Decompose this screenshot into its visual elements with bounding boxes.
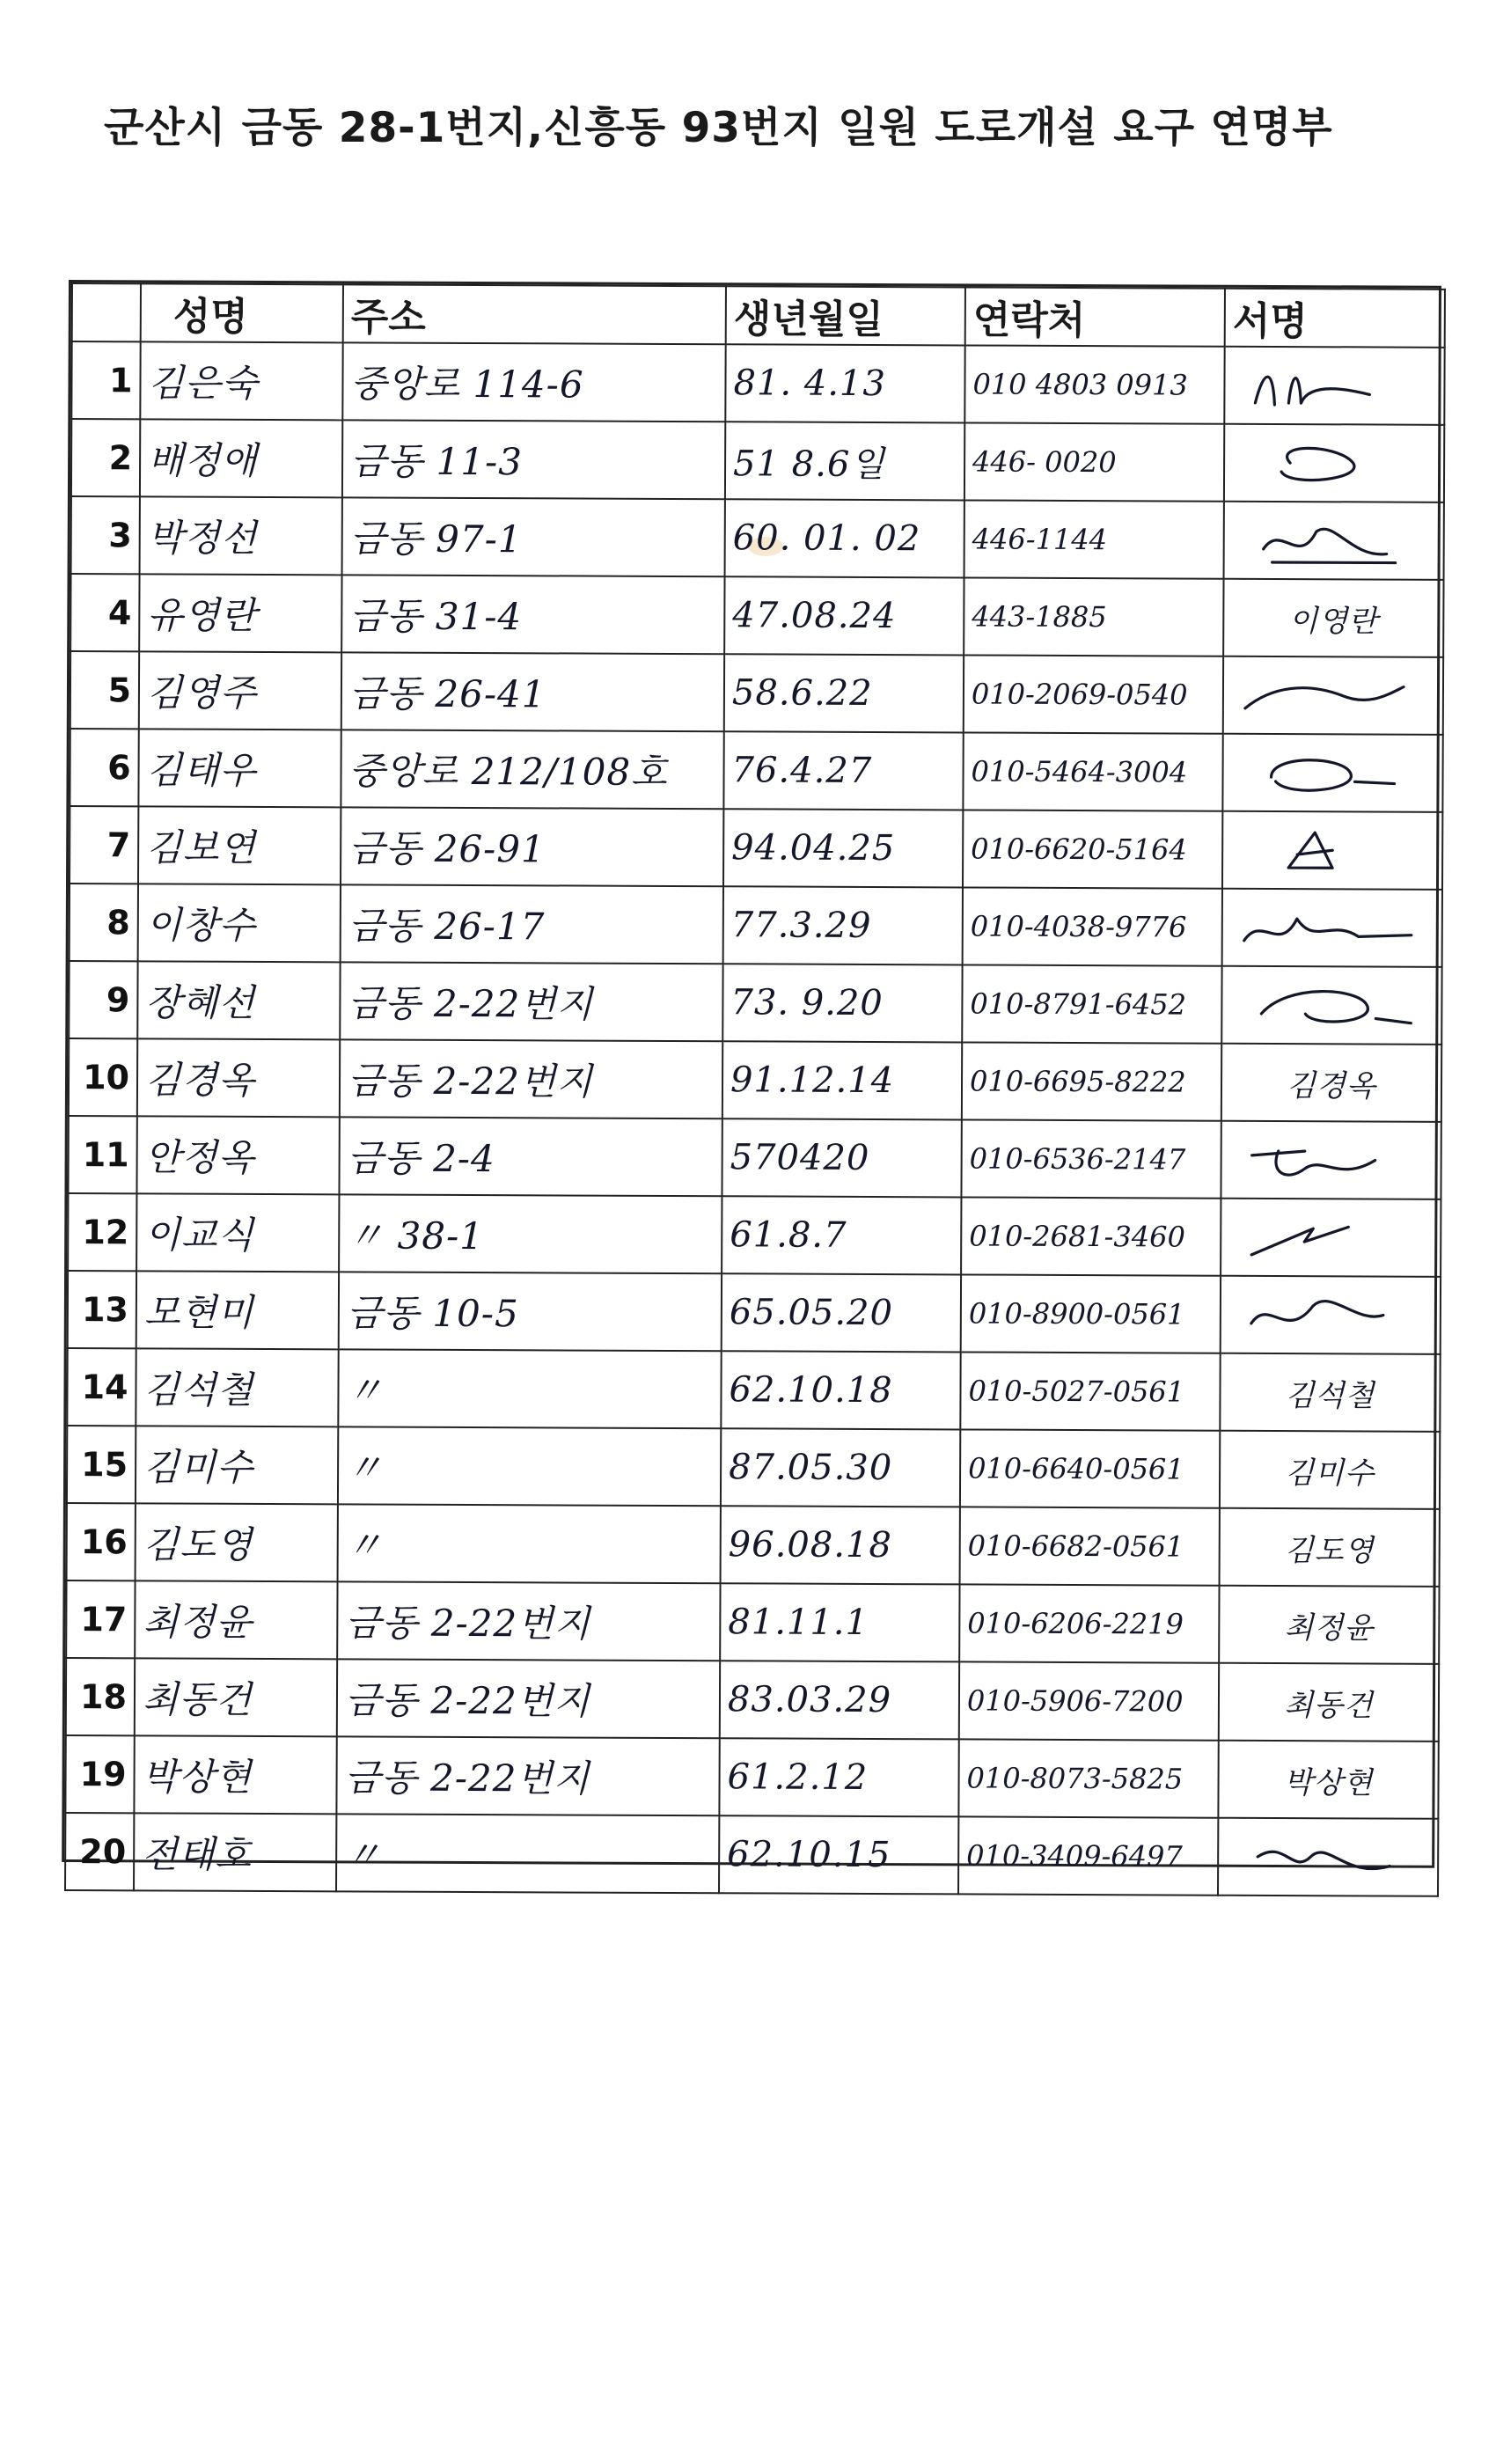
table-row [69, 961, 1441, 1045]
signer-birthdate: 62.10.15 [719, 1815, 958, 1894]
signer-phone: 010-6682-0561 [960, 1507, 1220, 1585]
signer-birthdate: 91.12.14 [722, 1041, 962, 1119]
signer-name: 최동건 [135, 1658, 337, 1736]
table-row [70, 651, 1443, 735]
table-row [68, 1271, 1441, 1354]
signer-address: 〃 [338, 1504, 721, 1583]
signer-phone: 010-6536-2147 [961, 1119, 1221, 1198]
handwritten-signature [1230, 746, 1434, 800]
signer-phone: 010-8791-6452 [962, 964, 1221, 1043]
signer-birthdate: 73. 9.20 [722, 964, 962, 1042]
signer-address: 금동 2-22번지 [337, 1659, 720, 1738]
signer-phone: 010-5027-0561 [960, 1352, 1220, 1430]
signer-signature [1224, 424, 1444, 502]
signer-signature: 최동건 [1219, 1663, 1439, 1742]
signer-phone: 010-5906-7200 [959, 1661, 1219, 1740]
table-row [71, 341, 1444, 425]
table-row [70, 729, 1442, 812]
signer-signature [1222, 811, 1442, 890]
signer-address: 금동 26-41 [341, 652, 724, 731]
handwritten-signature [1231, 669, 1435, 722]
row-number: 6 [70, 729, 138, 806]
table-row [69, 1038, 1441, 1122]
signer-name: 김영주 [139, 651, 341, 730]
signer-birthdate: 96.08.18 [721, 1506, 960, 1584]
header-contact: 연락처 [965, 287, 1225, 346]
signer-birthdate: 83.03.29 [720, 1661, 959, 1739]
signer-phone: 010-6206-2219 [959, 1584, 1219, 1662]
row-number: 11 [68, 1116, 136, 1193]
row-number: 9 [69, 961, 137, 1038]
page-title: 군산시 금동 28-1번지,신흥동 93번지 일원 도로개설 요구 연명부 [104, 104, 1333, 152]
table-row [70, 574, 1443, 657]
signer-birthdate: 76.4.27 [723, 731, 963, 810]
signer-signature: 박상현 [1218, 1741, 1438, 1819]
signer-phone: 010-8900-0561 [961, 1274, 1221, 1353]
handwritten-signature [1232, 436, 1436, 490]
signer-address: 〃 [336, 1814, 719, 1893]
row-number: 7 [70, 806, 138, 884]
signer-signature [1222, 734, 1442, 812]
signer-name: 박정선 [140, 496, 342, 575]
signer-address: 금동 2-4 [339, 1117, 722, 1196]
signer-birthdate: 60. 01. 02 [725, 499, 964, 577]
header-row [72, 283, 1445, 348]
signer-name: 김보연 [138, 806, 341, 884]
handwritten-signature [1230, 824, 1434, 877]
table-row [66, 1658, 1439, 1742]
signer-name: 전태호 [134, 1813, 336, 1891]
signer-signature [1224, 347, 1444, 425]
table-row [67, 1426, 1440, 1509]
handwritten-signature [1229, 1133, 1434, 1187]
table-row [67, 1348, 1440, 1432]
handwritten-signature [1229, 979, 1434, 1032]
signer-address: 〃 [338, 1349, 721, 1428]
petition-table [64, 282, 1446, 1897]
row-number: 10 [69, 1038, 137, 1116]
signer-signature: 최정윤 [1219, 1586, 1439, 1664]
signer-phone: 010-4038-9776 [963, 887, 1222, 965]
signer-phone: 010-6620-5164 [963, 810, 1222, 888]
signer-birthdate: 51 8.6일 [725, 422, 964, 500]
signer-phone: 010-3409-6497 [958, 1816, 1218, 1895]
table-row [70, 806, 1442, 890]
signer-phone: 446- 0020 [964, 422, 1224, 501]
signer-signature: 김도영 [1220, 1508, 1440, 1587]
table-row [66, 1580, 1439, 1664]
row-number: 13 [68, 1271, 136, 1348]
signer-address: 〃 [338, 1426, 721, 1506]
signer-phone: 010-5464-3004 [963, 732, 1222, 810]
signer-phone: 010-2681-3460 [961, 1197, 1221, 1275]
signer-birthdate: 94.04.25 [723, 809, 963, 887]
signer-phone: 010-8073-5825 [958, 1739, 1218, 1817]
signature-sheet [62, 280, 1441, 1877]
signer-address: 금동 11-3 [342, 420, 725, 499]
header-signature: 서명 [1225, 289, 1445, 348]
signer-signature [1221, 966, 1441, 1045]
signer-birthdate: 61.2.12 [719, 1738, 958, 1816]
signer-birthdate: 570420 [722, 1118, 961, 1197]
signer-signature [1223, 656, 1443, 735]
signer-address: 금동 2-22번지 [336, 1736, 719, 1815]
header-birth: 생년월일 [726, 286, 965, 345]
signer-name: 김경옥 [137, 1038, 340, 1117]
signer-signature [1221, 1276, 1441, 1354]
signer-birthdate: 87.05.30 [721, 1428, 960, 1507]
signer-phone: 010-6695-8222 [962, 1042, 1221, 1120]
handwritten-signature [1228, 1211, 1433, 1265]
handwritten-signature [1226, 1830, 1430, 1884]
signer-signature [1221, 1121, 1441, 1199]
signer-signature [1224, 502, 1444, 580]
row-number: 2 [71, 419, 140, 496]
table-row [65, 1735, 1438, 1819]
signer-signature: 이영란 [1223, 579, 1443, 657]
row-number: 12 [68, 1193, 136, 1271]
signer-phone: 010-6640-0561 [960, 1429, 1220, 1507]
row-number: 16 [67, 1503, 136, 1580]
signer-birthdate: 77.3.29 [723, 886, 963, 964]
signer-name: 안정옥 [136, 1116, 339, 1194]
row-number: 4 [70, 574, 139, 651]
table-row [68, 1193, 1441, 1277]
signer-birthdate: 81. 4.13 [725, 344, 964, 422]
signer-address: 중앙로 212/108호 [341, 730, 723, 809]
table-row [67, 1503, 1440, 1587]
row-number: 1 [71, 341, 140, 419]
row-number: 19 [65, 1735, 134, 1813]
signer-address: 금동 2-22번지 [340, 962, 722, 1041]
signer-name: 배정애 [140, 419, 342, 497]
header-number [72, 283, 141, 341]
signer-signature [1218, 1818, 1438, 1896]
row-number: 17 [66, 1580, 135, 1658]
signer-name: 김미수 [136, 1426, 338, 1504]
signer-name: 모현미 [136, 1271, 339, 1349]
handwritten-signature [1232, 514, 1436, 568]
handwritten-signature [1230, 901, 1434, 955]
signer-birthdate: 47.08.24 [724, 576, 964, 655]
signer-signature: 김미수 [1220, 1431, 1440, 1509]
signer-birthdate: 65.05.20 [722, 1273, 961, 1352]
table-row [71, 419, 1444, 502]
signer-name: 이창수 [138, 884, 341, 962]
row-number: 8 [70, 884, 138, 961]
signer-address: 금동 10-5 [339, 1272, 722, 1351]
signer-address: 금동 31-4 [341, 575, 724, 654]
signer-address: 금동 2-22번지 [340, 1039, 722, 1118]
signer-address: 금동 26-17 [341, 884, 723, 964]
signer-name: 유영란 [139, 574, 341, 652]
signer-name: 장혜선 [137, 961, 340, 1039]
table-body [65, 341, 1445, 1896]
signer-address: 중앙로 114-6 [342, 342, 725, 422]
signer-name: 이교식 [136, 1193, 339, 1272]
signer-address: 금동 26-91 [341, 807, 723, 886]
row-number: 15 [67, 1426, 136, 1503]
signer-birthdate: 58.6.22 [724, 654, 964, 732]
signer-phone: 443-1885 [964, 577, 1223, 656]
signer-name: 김석철 [136, 1348, 338, 1426]
handwritten-signature [1232, 359, 1436, 413]
header-address: 주소 [343, 284, 726, 344]
table-row [68, 1116, 1441, 1199]
signer-address: 〃 38-1 [339, 1194, 722, 1273]
signer-signature [1222, 889, 1442, 967]
row-number: 3 [71, 496, 140, 574]
signer-name: 김도영 [136, 1503, 338, 1581]
row-number: 18 [66, 1658, 135, 1735]
table-row [65, 1813, 1438, 1896]
signer-signature: 김경옥 [1221, 1044, 1441, 1122]
signer-name: 김태우 [138, 729, 341, 807]
signer-name: 최정윤 [135, 1580, 337, 1659]
signer-phone: 010 4803 0913 [964, 345, 1224, 423]
header-name: 성명 [141, 283, 343, 342]
signer-phone: 446-1144 [964, 500, 1224, 578]
signer-birthdate: 62.10.18 [721, 1351, 960, 1429]
signer-address: 금동 97-1 [342, 497, 725, 576]
signer-name: 김은숙 [140, 341, 342, 420]
signer-signature [1221, 1199, 1441, 1277]
table-row [70, 884, 1442, 967]
signer-signature: 김석철 [1220, 1353, 1440, 1432]
signer-address: 금동 2-22번지 [337, 1581, 720, 1661]
row-number: 20 [65, 1813, 134, 1890]
signer-birthdate: 61.8.7 [722, 1196, 961, 1274]
signer-name: 박상현 [134, 1735, 336, 1814]
row-number: 5 [70, 651, 139, 729]
handwritten-signature [1228, 1288, 1433, 1342]
row-number: 14 [67, 1348, 136, 1426]
signer-birthdate: 81.11.1 [720, 1583, 959, 1661]
signer-phone: 010-2069-0540 [964, 655, 1223, 733]
table-row [71, 496, 1444, 580]
